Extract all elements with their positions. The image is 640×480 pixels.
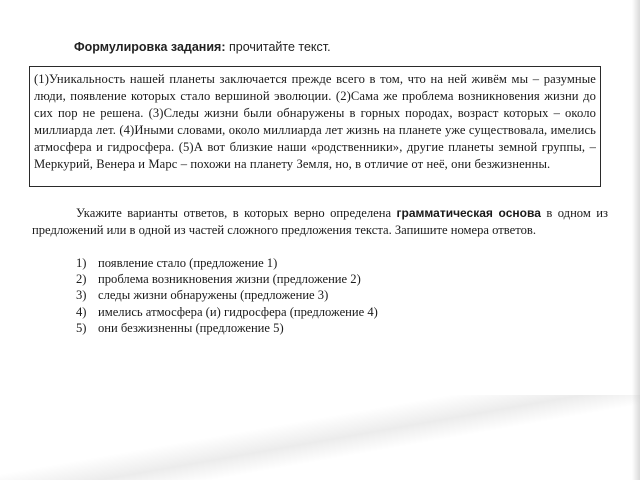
passage-text: (1)Уникальность нашей планеты заключается прежде всего в том, что на ней живём мы – разумные люди, появление которых стало вершиной эволюции. (2)Сама же проблема возникновения жизни до сих пор не решена. (3)Следы жизни были обнаружены в горных породах, возраст которых – около миллиарда лет. (4)Иными словами, около миллиарда лет жизнь на планете уже существовала, имелись атмосфера и гидросфера. (5)А вот близкие наши «родственники», другие планеты земной группы, – Меркурий, Венера и Марс – похожи на планету Земля, но, в отличие от неё, они безжизненны. xyxy=(34,72,596,172)
task-text-before: Укажите варианты ответов, в которых верно определена xyxy=(76,206,392,220)
task-heading xyxy=(74,40,331,54)
passage-box xyxy=(29,66,601,187)
option-number: 5) xyxy=(76,320,87,335)
task-text-after: в одном из предложений или в одной из частей сложного предложения текста. Запишите номера ответов. xyxy=(32,206,608,237)
answer-option xyxy=(76,320,378,336)
heading-text: прочитайте текст. xyxy=(228,40,331,54)
task-instructions xyxy=(32,205,608,238)
option-number: 4) xyxy=(76,304,87,319)
task-text-bold: грамматическая основа xyxy=(396,206,541,220)
answer-options-list xyxy=(76,255,378,336)
option-number: 1) xyxy=(76,256,87,270)
option-text: следы жизни обнаружены (предложение 3) xyxy=(98,288,329,303)
answer-option xyxy=(76,287,378,303)
option-text: появление стало (предложение 1) xyxy=(98,256,278,270)
page-edge-shadow xyxy=(632,0,640,480)
answer-option xyxy=(76,304,378,320)
answer-option xyxy=(76,271,378,287)
page-curl-shadow xyxy=(0,395,640,480)
option-text: имелись атмосфера (и) гидросфера (предложение 4) xyxy=(98,304,378,319)
heading-label: Формулировка задания: xyxy=(74,40,226,54)
answer-option xyxy=(76,255,378,271)
option-number: 3) xyxy=(76,288,87,303)
option-number: 2) xyxy=(76,272,87,287)
option-text: они безжизненны (предложение 5) xyxy=(98,320,284,335)
option-text: проблема возникновения жизни (предложение 2) xyxy=(98,272,361,287)
